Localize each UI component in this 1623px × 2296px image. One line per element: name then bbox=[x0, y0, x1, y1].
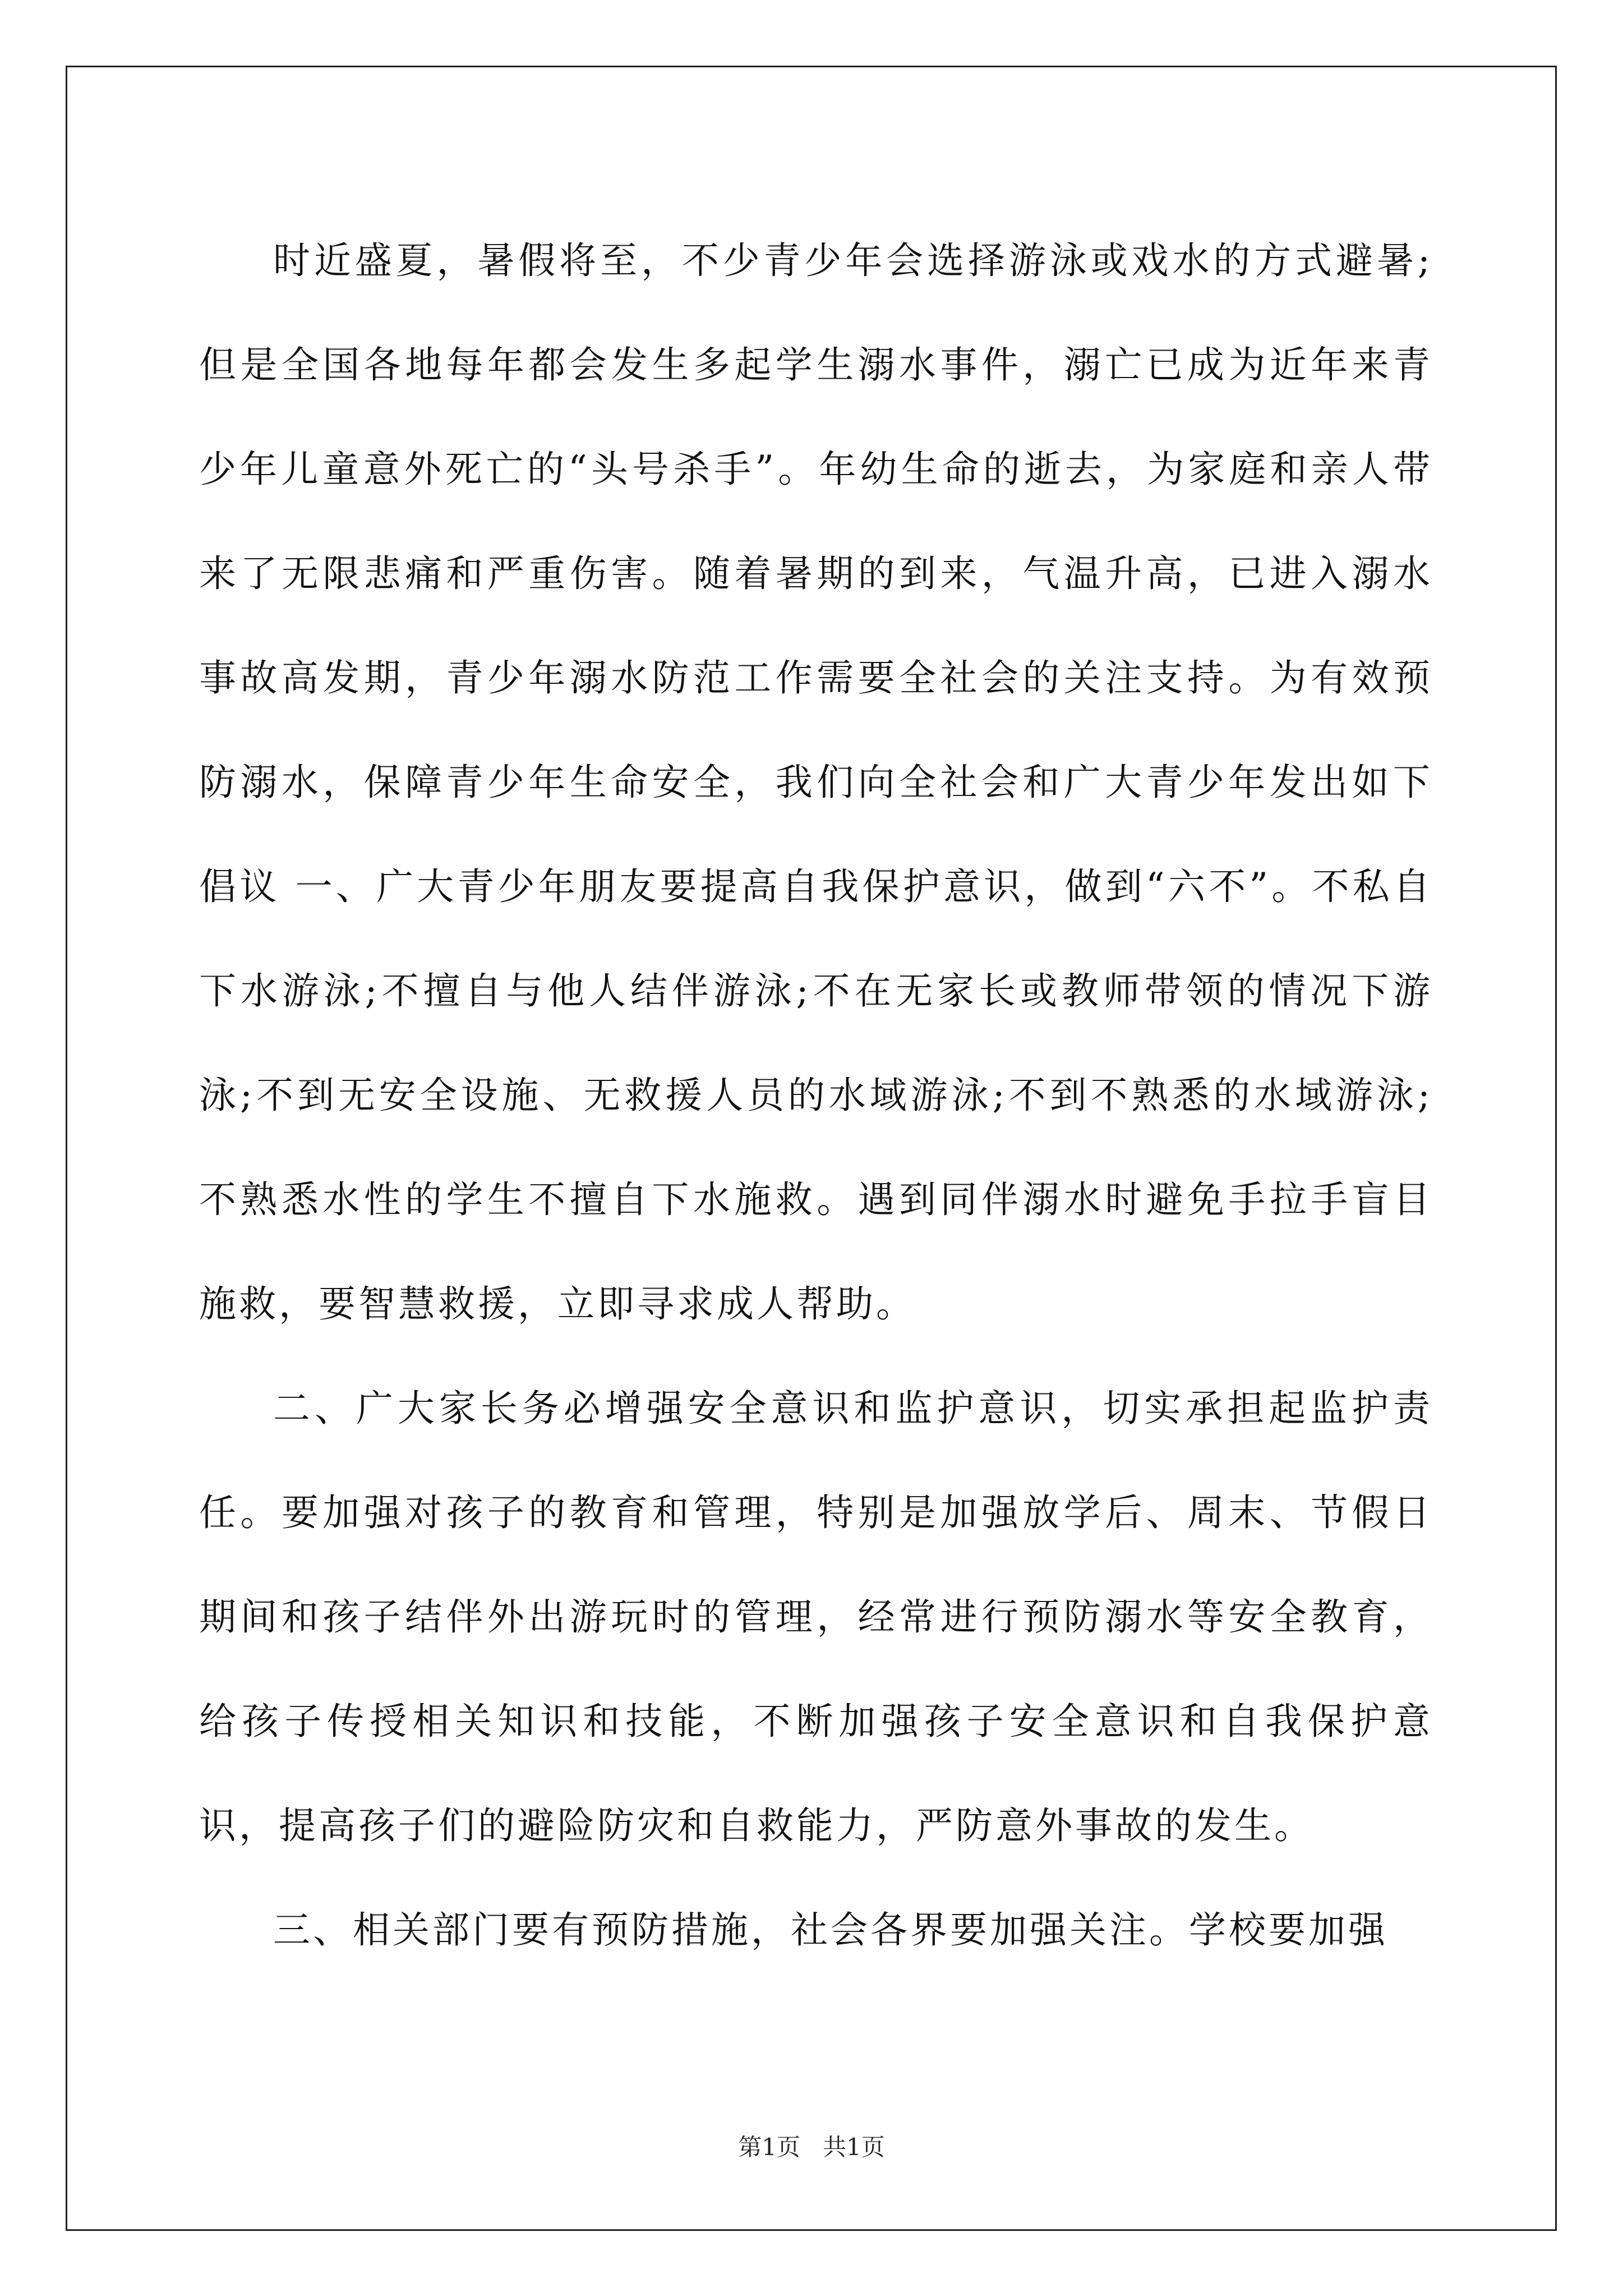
paragraph-1: 时近盛夏，暑假将至，不少青少年会选择游泳或戏水的方式避暑;但是全国各地每年都会发生多起学生溺水事件，溺亡已成为近年来青少年儿童意外死亡的“头号杀手”。年幼生命的逝去，为家庭和亲人带来了无限悲痛和严重伤害。随着暑期的到来，气温升高，已进入溺水事故高发期，青少年溺水防范工作需要全社会的关注支持。为有效预防溺水，保障青少年生命安全，我们向全社会和广大青少年发出如下倡议 一、广大青少年朋友要提高自我保护意识，做到“六不”。不私自下水游泳;不擅自与他人结伴游泳;不在无家长或教师带领的情况下游泳;不到无安全设施、无救援人员的水域游泳;不到不熟悉的水域游泳;不熟悉水性的学生不擅自下水施救。遇到同伴溺水时避免手拉手盲目施救，要智慧救援，立即寻求成人帮助。 bbox=[199, 239, 1433, 1326]
paragraph-3: 三、相关部门要有预防措施，社会各界要加强关注。学校要加强 bbox=[273, 1908, 1388, 1952]
page-footer: 第1页 共1页 bbox=[738, 2133, 885, 2161]
paragraph-2: 二、广大家长务必增强安全意识和监护意识，切实承担起监护责任。要加强对孩子的教育和管理，特别是加强放学后、周末、节假日期间和孩子结伴外出游玩时的管理，经常进行预防溺水等安全教育，给孩子传授相关知识和技能，不断加强孩子安全意识和自我保护意识，提高孩子们的避险防灾和自救能力，严防意外事故的发生。 bbox=[199, 1387, 1433, 1847]
document-body bbox=[199, 209, 1433, 1982]
